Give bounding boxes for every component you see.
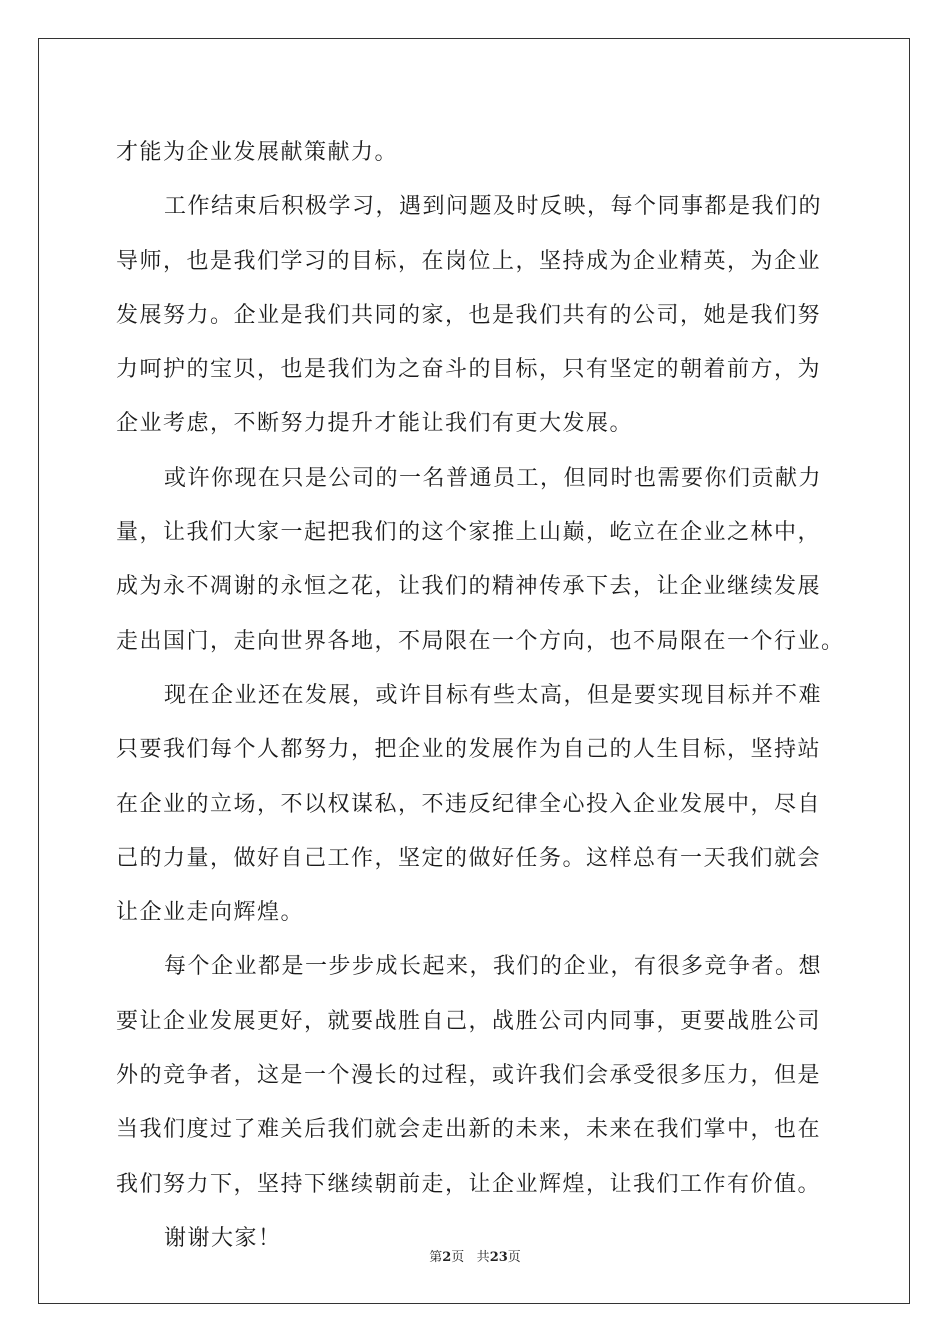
text-line: 当我们度过了难关后我们就会走出新的未来，未来在我们掌中，也在	[116, 1117, 822, 1143]
text-line: 力呵护的宝贝，也是我们为之奋斗的目标，只有坚定的朝着前方，为	[116, 357, 822, 383]
text-line: 量，让我们大家一起把我们的这个家推上山巅，屹立在企业之林中，	[116, 520, 822, 546]
text-line: 企业考虑，不断努力提升才能让我们有更大发展。	[116, 411, 634, 437]
text-line: 谢谢大家！	[164, 1225, 282, 1251]
text-line: 才能为企业发展献策献力。	[116, 140, 399, 165]
text-line: 只要我们每个人都努力，把企业的发展作为自己的人生目标，坚持站	[116, 737, 822, 763]
text-line: 让企业走向辉煌。	[116, 900, 305, 926]
text-line: 工作结束后积极学习，遇到问题及时反映，每个同事都是我们的	[164, 194, 823, 220]
document-body	[116, 126, 845, 1266]
text-line: 我们努力下，坚持下继续朝前走，让企业辉煌，让我们工作有价值。	[116, 1171, 822, 1197]
text-line: 现在企业还在发展，或许目标有些太高，但是要实现目标并不难	[164, 682, 823, 708]
text-line: 走出国门，走向世界各地，不局限在一个方向，也不局限在一个行业。	[116, 628, 845, 654]
text-line: 每个企业都是一步步成长起来，我们的企业，有很多竞争者。想	[164, 954, 823, 980]
page-number: 2	[442, 1250, 452, 1265]
page-footer	[0, 1246, 950, 1265]
text-line: 要让企业发展更好，就要战胜自己，战胜公司内同事，更要战胜公司	[116, 1008, 822, 1034]
text-line: 在企业的立场，不以权谋私，不违反纪律全心投入企业发展中，尽自	[116, 791, 822, 817]
text-line: 外的竞争者，这是一个漫长的过程，或许我们会承受很多压力，但是	[116, 1063, 822, 1089]
total-suffix: 页	[507, 1250, 521, 1265]
text-line: 己的力量，做好自己工作，坚定的做好任务。这样总有一天我们就会	[116, 845, 822, 871]
text-line: 或许你现在只是公司的一名普通员工，但同时也需要你们贡献力	[164, 465, 823, 491]
text-line: 发展努力。企业是我们共同的家，也是我们共有的公司，她是我们努	[116, 302, 822, 328]
page-total: 23	[489, 1250, 508, 1265]
page-prefix: 第	[429, 1250, 443, 1265]
text-line: 成为永不凋谢的永恒之花，让我们的精神传承下去，让企业继续发展	[116, 574, 822, 600]
page-suffix: 页	[451, 1250, 465, 1265]
text-line: 导师，也是我们学习的目标，在岗位上，坚持成为企业精英，为企业	[116, 248, 822, 274]
total-prefix: 共	[476, 1250, 490, 1265]
